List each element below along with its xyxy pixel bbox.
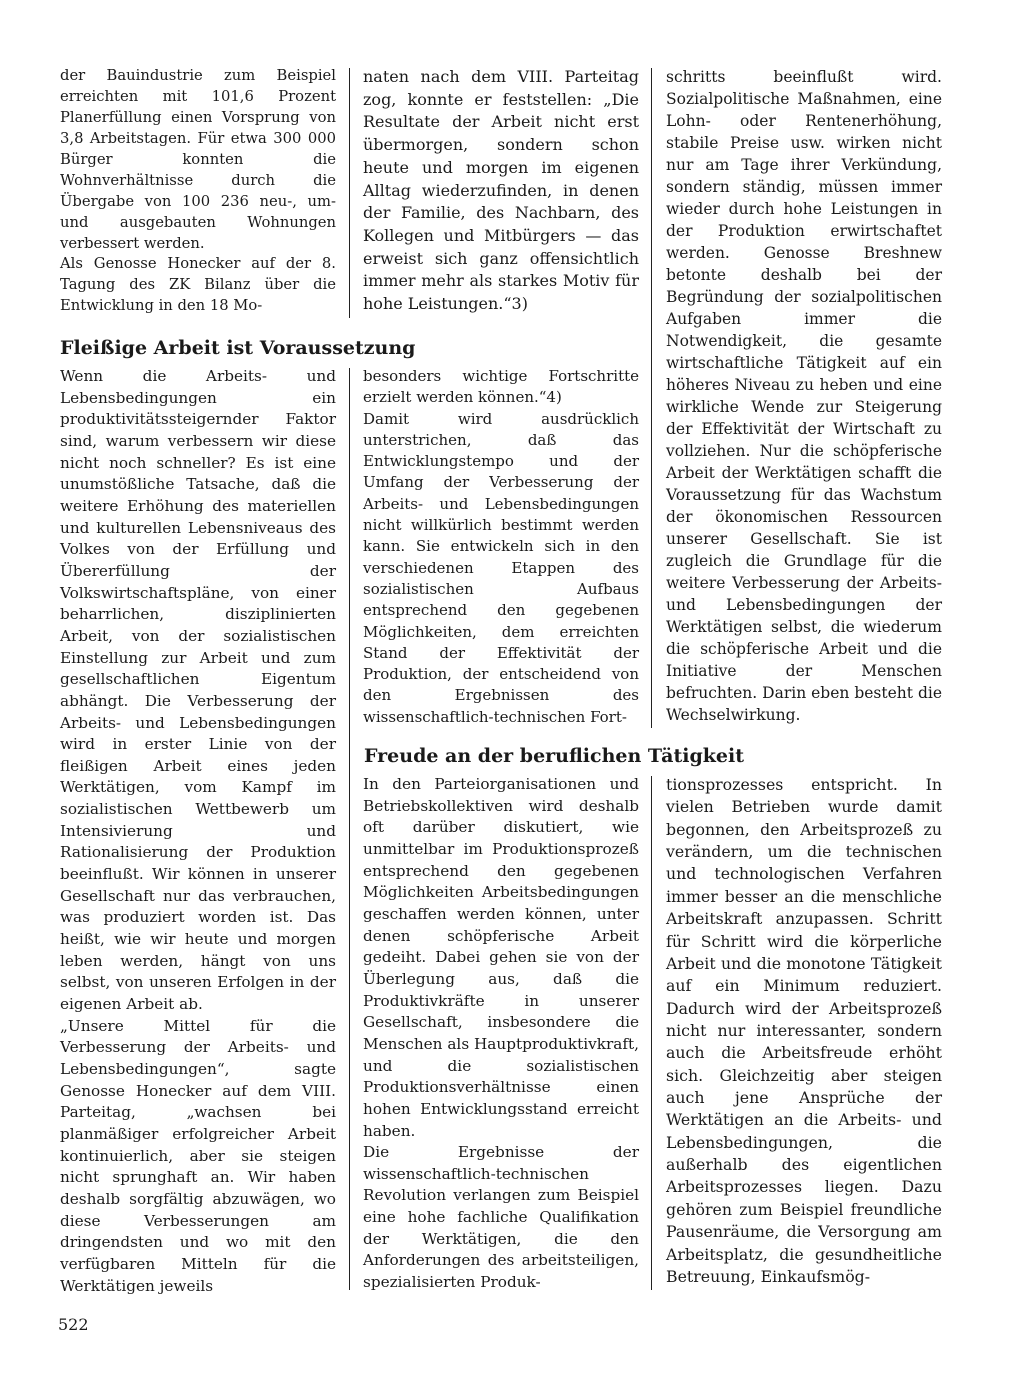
column-top-left	[60, 66, 336, 320]
column-right-upper	[666, 66, 942, 730]
paragraph: „Unsere Mittel für die Verbesserung der Arbeits- und Lebensbedingungen“, sagte Genosse Honecker auf dem VIII. Parteitag, „wachsen bei planmäßiger erfolgreicher Arbeit kontinuierlich, aber sie steigen nicht sprunghaft an. Wir haben deshalb sorgfältig abzuwägen, wo diese Verbesserungen am dringendsten und wo mit den verfügbaren Mitteln für die Werktätigen jeweils	[60, 1016, 336, 1295]
paragraph: Die Ergebnisse der wissenschaftlich-technischen Revolution verlangen zum Beispiel eine hohe fachliche Qualifikation der Werktätigen, die den Anforderungen des arbeitsteiligen, spezialisierten Produk-	[363, 1143, 639, 1292]
paragraph: In den Parteiorganisationen und Betriebskollektiven wird deshalb oft darüber diskutiert, wie unmittelbar im Produktionsprozeß entsprechend den gegebenen Möglichkeiten Arbeitsbedingungen geschaffen werden können, unter denen schöpferische Arbeit gedeiht. Dabei gehen sie von der Überlegung aus, daß die Produktivkräfte in unserer Gesellschaft, insbesondere die Menschen als Hauptproduktivkraft, und die sozialistischen Produktionsverhältnisse einen hohen Entwicklungsstand erreicht haben.	[363, 775, 640, 1140]
column-left	[60, 366, 336, 1298]
paragraph: Damit wird ausdrücklich unterstrichen, daß das Entwicklungstempo und der Umfang der Verbesserung der Arbeits- und Lebensbedingungen nicht willkürlich bestimmt werden kann. Sie entwickeln sich in den verschiedenen Etappen des sozialistischen Aufbaus entsprechend den gegebenen Möglichkeiten, dem erreichten Stand der Effektivität der Produktion, der entscheidend von den Ergebnissen des wissenschaftlich-technischen Fort-	[363, 409, 639, 726]
section-heading: Freude an der beruflichen Tätigkeit	[364, 745, 745, 767]
paragraph: tionsprozesses entspricht. In vielen Betrieben wurde damit begonnen, den Arbeitsprozeß zu verändern, um die technischen und technologischen Verfahren immer besser an die menschliche Arbeitskraft anzupassen. Schritt für Schritt wird die körperliche Arbeit und die monotone Tätigkeit auf ein Minimum reduziert. Dadurch wird der Arbeitsprozeß nicht nur interessanter, sondern auch die Arbeitsfreude erhöht sich. Gleichzeitig aber steigen auch jene Ansprüche der Werktätigen an die Arbeits- und Lebensbedingungen, die außerhalb des eigentlichen Arbeitsprozesses liegen. Dazu gehören zum Beispiel freundliche Pausenräume, die Versorgung am Arbeitsplatz, die gesundheitliche Betreuung, Einkaufsmög-	[666, 775, 942, 1286]
column-divider	[349, 368, 350, 1290]
column-divider	[349, 68, 350, 318]
column-middle-lower	[363, 774, 639, 1298]
paragraph: naten nach dem VIII. Parteitag zog, konnte er feststellen: „Die Resultate der Arbeit nicht erst übermorgen, sondern schon heute und morgen im eigenen Alltag wiederzufinden, in denen der Familie, des Nachbarn, des Kollegen und Mitbürgers — das erweist sich ganz offensichtlich immer mehr als starkes Motiv für hohe Leistungen.“3)	[363, 67, 639, 314]
column-top-middle	[363, 66, 639, 320]
paragraph: der Bauindustrie zum Beispiel erreichten mit 101,6 Prozent Planerfüllung einen Vorsprung von 3,8 Arbeitstagen. Für etwa 300 000 Bürger konnten die Wohnverhältnisse durch die Übergabe von 100 236 neu-, um- und ausgebauten Wohnungen verbessert werden.	[60, 67, 336, 252]
paragraph: schritts beeinflußt wird. Sozialpolitische Maßnahmen, eine Lohn- oder Rentenerhöhung, stabile Preise usw. wirken nicht nur am Tage ihrer Verkündung, sondern ständig, müssen immer wieder durch hohe Leistungen in der Produktion erwirtschaftet werden. Genosse Breshnew betonte deshalb bei der Begründung der sozialpolitischen Aufgaben immer die Notwendigkeit, die gesamte wirtschaftliche Tätigkeit auf ein höheres Niveau zu heben und eine wirkliche Wende zur Steigerung der Effektivität der Wirtschaft zu vollziehen. Nur die schöpferische Arbeit der Werktätigen schafft die Voraussetzung für das Wachstum der ökonomischen Ressourcen unserer Gesellschaft. Sie ist zugleich die Grundlage für die weitere Verbesserung der Arbeits- und Lebensbedingungen der Werktätigen selbst, die wiederum die schöpferische Arbeit und die Initiative der Menschen befruchten. Darin eben besteht die Wechselwirkung.	[666, 68, 942, 725]
column-right-lower	[666, 774, 942, 1298]
section-heading: Fleißige Arbeit ist Voraussetzung	[60, 337, 416, 359]
paragraph: besonders wichtige Fortschritte erzielt werden können.“4)	[363, 367, 639, 407]
paragraph: Als Genosse Honecker auf der 8. Tagung des ZK Bilanz über die Entwicklung in den 18 Mo-	[60, 255, 336, 315]
column-divider	[651, 776, 652, 1290]
page-number: 522	[58, 1315, 89, 1334]
paragraph: Wenn die Arbeits- und Lebensbedingungen ein produktivitätssteigernder Faktor sind, warum verbessern wir diese nicht noch schneller? Es ist eine unumstößliche Tatsache, daß die weitere Erhöhung des materiellen und kulturellen Lebensniveaus des Volkes von der Erfüllung und Übererfüllung der Volkswirtschaftspläne, von einer beharrlichen, disziplinierten Arbeit, von der sozialistischen Einstellung zur Arbeit und zum gesellschaftlichen Eigentum abhängt. Die Verbesserung der Arbeits- und Lebensbedingungen wird in erster Linie von der fleißigen Arbeit eines jeden Werktätigen, vom Kampf im sozialistischen Wettbewerb um Intensivierung und Rationalisierung der Produktion beeinflußt. Wir können in unserer Gesellschaft nur das verbrauchen, was produziert worden ist. Das heißt, wie wir heute und morgen leben werden, hängt von uns selbst, von unseren Erfolgen in der eigenen Arbeit ab.	[60, 367, 336, 1014]
column-middle	[363, 366, 639, 728]
column-divider	[651, 68, 652, 728]
